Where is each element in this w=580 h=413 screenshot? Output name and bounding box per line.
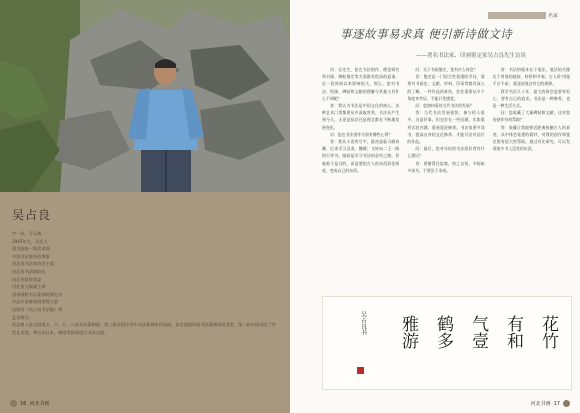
paragraph: 答：鉴定是一门综合性很强的学问，需要对书画史、文献、材料、印章等都有深入的了解。一件作品的真伪，往往需要从多个角度来考证，不能只凭感觉。 — [407, 74, 485, 101]
bio-line: 河北省文联副主席 — [12, 284, 46, 290]
article-body — [322, 66, 570, 296]
calligraphy-inscription: 吴占良书 — [359, 311, 367, 335]
calligraphy-column: 有和 — [503, 315, 523, 349]
article-title: 事逐故事易求真 便引新诗做文诗 — [340, 27, 513, 41]
paragraph: 问：您在书法创作方面有哪些心得？ — [330, 131, 393, 137]
bio-list — [12, 230, 276, 336]
bio-line: 河北省书法家协会主席 — [12, 261, 54, 267]
bio-block — [0, 192, 290, 413]
body-column-2 — [407, 66, 484, 296]
calligraphy-drawing — [323, 297, 571, 389]
paragraph: 答：收藏让我能够近距离接触古人的真迹，从中体会笔墨的精妙，对我的创作和鉴定都有很大的帮助。通过对比研究，可以发现很多书上没有的东西。 — [492, 124, 570, 152]
bio-line: 河北省政协常委 — [12, 276, 42, 282]
page-number: 16 — [20, 400, 27, 407]
bio-line: 河北省书法院院长 — [12, 268, 46, 274]
paragraph: 答：书法的根本在于笔法，笔法的关键在于用笔的提按、转折和节奏。古人讲'用笔千古不易'，就是说笔法有它的规律。 — [492, 67, 570, 87]
bio-line: 现为国家一级美术师 — [12, 246, 50, 252]
right-page — [290, 0, 580, 413]
bio-line: 艺术简历： — [12, 314, 33, 320]
paragraph: 问：关于书画鉴定，您有什么体会？ — [415, 67, 478, 72]
calligraphy-column: 花竹 — [538, 315, 558, 349]
paragraph: 答：我从小喜欢写字，最初是临习颜真卿，后来学习汉隶、魏碑，又转向二王一路的行草书。临帖是学习书法的必经之路，但临帖不是目的，而是要把古人的东西消化吸收，变成自己的东西。 — [322, 139, 400, 173]
body-column-3 — [493, 66, 570, 296]
page-marker-icon — [563, 400, 570, 407]
page-footer: 河北书画 — [530, 401, 551, 407]
bio-paragraph: 作品曾入选全国第五、六、七、八届书法篆刻展，第三届全国中青年书法篆刻家作品展，获全国第四届书法篆刻展优秀奖，第二届中国书法兰亭奖艺术奖。曾出访日本、韩国等国家进行书法交流。 — [12, 322, 276, 335]
paragraph: 问：最后，您对年轻的书法爱好者有什么建议？ — [407, 146, 485, 159]
body-column-1 — [322, 66, 399, 296]
calligraphy-column: 气壹 — [468, 315, 488, 349]
bio-line: 国家画院书法篆刻院研究员 — [12, 291, 63, 297]
bio-line: 中国书法家协会理事 — [12, 253, 50, 259]
bio-line: 出版有《吴占良书法集》等 — [12, 306, 63, 312]
portrait-photo-drawing — [0, 0, 290, 192]
paragraph: 答：要耐得住寂寞，持之以恒，多临帖多读书，不要急于求成。 — [407, 160, 485, 173]
paragraph: 答：我认为书法是中国文化的核心，各种艺术门类都要从中汲取营养。书法从产生到今天，无论是技法还是理念都在不断地发展变化。 — [322, 103, 400, 130]
paragraph: 问：您如何看待当代书法的发展？ — [415, 103, 474, 109]
bio-line: 1947年生，河北人 — [12, 238, 48, 244]
article-subtitle: ——著名书法家、印画鉴定家吴占良先生访谈 — [416, 53, 527, 59]
bio-line: 作品多次参加国家级大展 — [12, 299, 59, 305]
calligraphy-column: 雅游 — [398, 315, 418, 349]
paragraph: 我学书法几十年，最大的体会是要有恒心，要有自己的追求。书法是一种修养，也是一种生活方式。 — [492, 88, 570, 109]
bio-line: 字一民，号石斋 — [12, 231, 42, 236]
page-marker-icon — [10, 400, 17, 407]
artist-name: 吴占良 — [12, 208, 52, 222]
portrait-photo — [0, 0, 290, 192]
page-number-right — [531, 400, 570, 407]
paragraph: 答：当代书法发展很快，参与的人很多，这是好事。但也存在一些问题，比如重形式轻内涵，重展览轻修养。书法家要多读书，提高自身的文化修养，才能写出有品位的作品。 — [407, 110, 485, 145]
section-label: 名家 — [548, 13, 559, 19]
page-number-left — [10, 400, 49, 407]
paragraph: 问：您收藏了大量碑帖和文献，这对您的创作有何帮助？ — [492, 110, 570, 123]
header-strip — [488, 12, 546, 19]
page-footer: 河北书画 — [29, 401, 50, 407]
page-number: 17 — [553, 400, 560, 407]
calligraphy-column: 鹤多 — [433, 315, 453, 349]
paragraph: 问：吴先生，您在书法创作、理论研究和书画、碑帖鉴定等方面都有很深的造诣，近一段时间以来影响很大，那么，您对书法、绘画、碑帖和文献的理解与其他人有什么不同呢？ — [322, 67, 400, 101]
calligraphy-artwork — [322, 296, 572, 390]
seal-stamp — [357, 367, 364, 374]
